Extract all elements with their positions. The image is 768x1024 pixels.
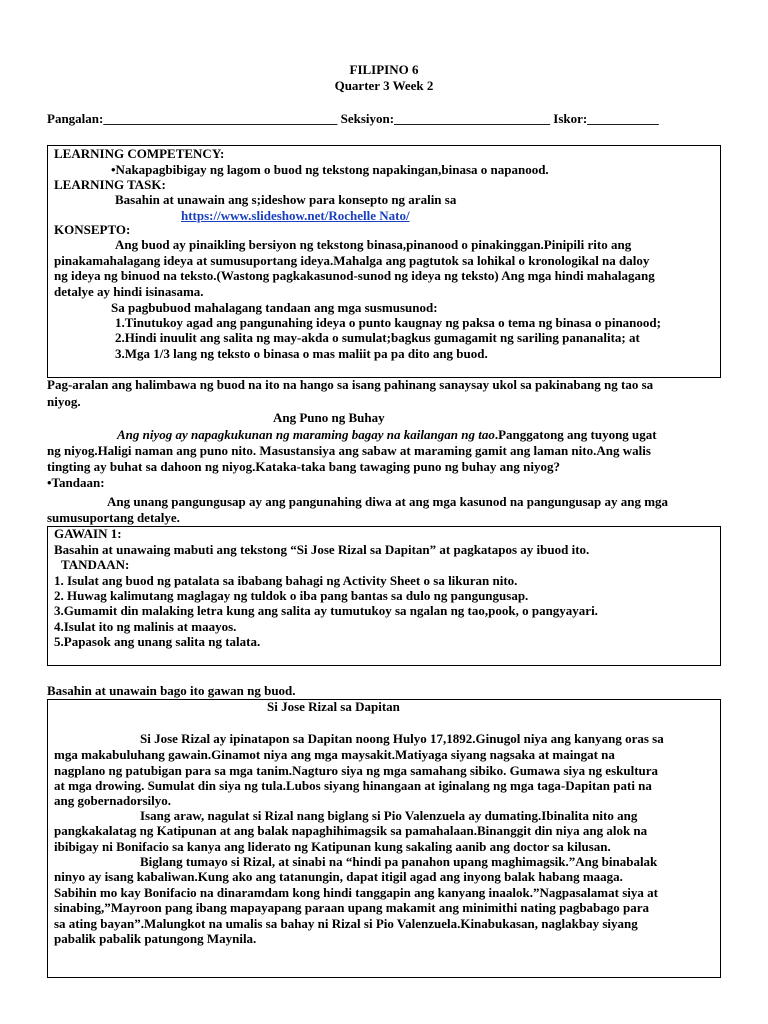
example-line: tingting ay buhat sa dahoon ng niyog.Kataka-taka bang tawaging puno ng buhay ang niyog?: [47, 459, 560, 474]
reading-line: ang gobernadorsilyo.: [54, 793, 172, 808]
slideshow-link[interactable]: https://www.slideshow.net/Rochelle Nato/: [181, 208, 410, 223]
reading-line: Biglang tumayo si Rizal, at sinabi na “hindi pa panahon upang maghimagsik.”Ang binabalak: [140, 854, 658, 869]
competency-heading: LEARNING COMPETENCY:: [54, 146, 225, 161]
example-title: Ang Puno ng Buhay: [273, 410, 385, 425]
example-line-rest: .Panggatong ang tuyong ugat: [494, 427, 657, 442]
gawain-heading: GAWAIN 1:: [54, 526, 122, 541]
name-section-score-line: Pangalan:____________________________________ Seksiyon:________________________ Iskor:___________: [47, 111, 659, 126]
reading-line: Isang araw, nagulat si Rizal nang biglang si Pio Valenzuela ay dumating.Ibinalita nito ang: [140, 808, 638, 823]
example-main-idea: Ang niyog ay napagkukunan ng maraming bagay na kailangan ng tao: [117, 427, 495, 442]
example-tandaan-line: Ang unang pangungusap ay ang pangunahing diwa at ang mga kasunod na pangungusap ay ang mga: [107, 494, 669, 509]
reading-line: pangkakalatag ng Katipunan at ang balak napaghihimagsik sa pamahalaan.Binanggit din niya ang alok na: [54, 823, 648, 838]
reading-intro: Basahin at unawain bago ito gawan ng buod.: [47, 683, 296, 698]
konsepto-line: Ang buod ay pinaikling bersiyon ng tekstong binasa,pinanood o pinakinggan.Pinipili rito ang: [115, 237, 632, 252]
competency-item: •Nakapagbibigay ng lagom o buod ng tekstong napakingan,binasa o napanood.: [111, 162, 549, 177]
reading-line: Sabihin mo kay Bonifacio na dinaramdam kong hindi tanggapin ang kanyang inaalok.”Nagpasalamat siya at: [54, 885, 658, 900]
quarter-label: Quarter 3 Week 2: [334, 78, 434, 93]
reading-line: nagplano ng patubigan para sa mga tanim.Nagturo siya ng mga samahang sibiko. Gumawa siya ng eskultura: [54, 763, 659, 778]
task-heading: LEARNING TASK:: [54, 177, 166, 192]
konsepto-line: detalye ay hindi isinasama.: [54, 284, 204, 299]
example-tandaan-line: sumusuportang detalye.: [47, 510, 180, 525]
reading-line: Si Jose Rizal ay ipinatapon sa Dapitan noong Hulyo 17,1892.Ginugol niya ang kanyang oras sa: [140, 731, 664, 746]
reading-line: at mga drowing. Sumulat din siya ng tula.Lubos siyang hinangaan at iginalang ng mga taga-Dapitan pati na: [54, 778, 652, 793]
page-title: FILIPINO 6: [349, 62, 419, 77]
example-first-sentence: [117, 427, 657, 442]
example-intro: niyog.: [47, 394, 81, 409]
reading-line: sinabing,”Mayroon pang ibang mapayapang paraan upang makamit ang minimithi nating pagbabago para: [54, 900, 650, 915]
gawain-instruction: Basahin at unawaing mabuti ang tekstong “Si Jose Rizal sa Dapitan” at pagkatapos ay ibuod ito.: [54, 542, 590, 557]
gawain-tandaan: TANDAAN:: [61, 557, 130, 572]
example-tandaan-label: •Tandaan:: [47, 475, 105, 490]
reading-line: ninyo ay isang kabaliwan.Kung ako ang tatanungin, dapat itigil agad ang inyong balak habang maaga.: [54, 869, 623, 884]
tandaan-item: 3.Mga 1/3 lang ng teksto o binasa o mas maliit pa pa dito ang buod.: [115, 346, 488, 361]
reading-line: pabalik pabalik patungong Maynila.: [54, 931, 257, 946]
gawain-item: 2. Huwag kalimutang maglagay ng tuldok o iba pang bantas sa dulo ng pangungusap.: [54, 588, 529, 603]
reading-line: ibibigay ni Bonifacio sa kanya ang liderato ng Katipunan kung sakaling aanib ang doctor sa kilusan.: [54, 839, 611, 854]
konsepto-line: ng ideya ng binuod na teksto.(Wastong pagkakasunod-sunod ng ideya ng teksto) Ang mga hindi mahalagang: [54, 268, 655, 283]
gawain-item: 1. Isulat ang buod ng patalata sa ibabang bahagi ng Activity Sheet o sa likuran nito.: [54, 573, 518, 588]
gawain-item: 5.Papasok ang unang salita ng talata.: [54, 634, 261, 649]
tandaan-intro: Sa pagbubuod mahalagang tandaan ang mga susmusunod:: [111, 300, 438, 315]
example-intro: Pag-aralan ang halimbawa ng buod na ito na hango sa isang pahinang sanaysay ukol sa pakinabang ng tao sa: [47, 377, 654, 392]
task-text: Basahin at unawain ang s;ideshow para konsepto ng aralin sa: [115, 192, 457, 207]
konsepto-line: pinakamahalagang ideya at sumusuportang ideya.Mahalga ang pagtutok sa lohikal o kronologikal na daloy: [54, 253, 650, 268]
konsepto-heading: KONSEPTO:: [54, 222, 131, 237]
reading-line: mga makabuluhang gawain.Ginamot niya ang mga maysakit.Matiyaga siyang nagsaka at maingat na: [54, 747, 615, 762]
reading-title: Si Jose Rizal sa Dapitan: [267, 699, 400, 714]
tandaan-item: 1.Tinutukoy agad ang pangunahing ideya o punto kaugnay ng paksa o tema ng binasa o pinanood;: [115, 315, 661, 330]
reading-line: sa ating bayan”.Malungkot na umalis sa bahay ni Rizal si Pio Valenzuela.Kinabukasan, naglakbay siyang: [54, 916, 638, 931]
example-line: ng niyog.Haligi naman ang puno nito. Masustansiya ang sabaw at maraming gamit ang laman nito.Ang walis: [47, 443, 651, 458]
tandaan-item: 2.Hindi inuulit ang salita ng may-akda o sumulat;bagkus gumagamit ng sariling pananalita; at: [115, 330, 640, 345]
gawain-item: 3.Gumamit din malaking letra kung ang salita ay tumutukoy sa ngalan ng tao,pook, o pangyayari.: [54, 603, 598, 618]
gawain-item: 4.Isulat ito ng malinis at maayos.: [54, 619, 237, 634]
